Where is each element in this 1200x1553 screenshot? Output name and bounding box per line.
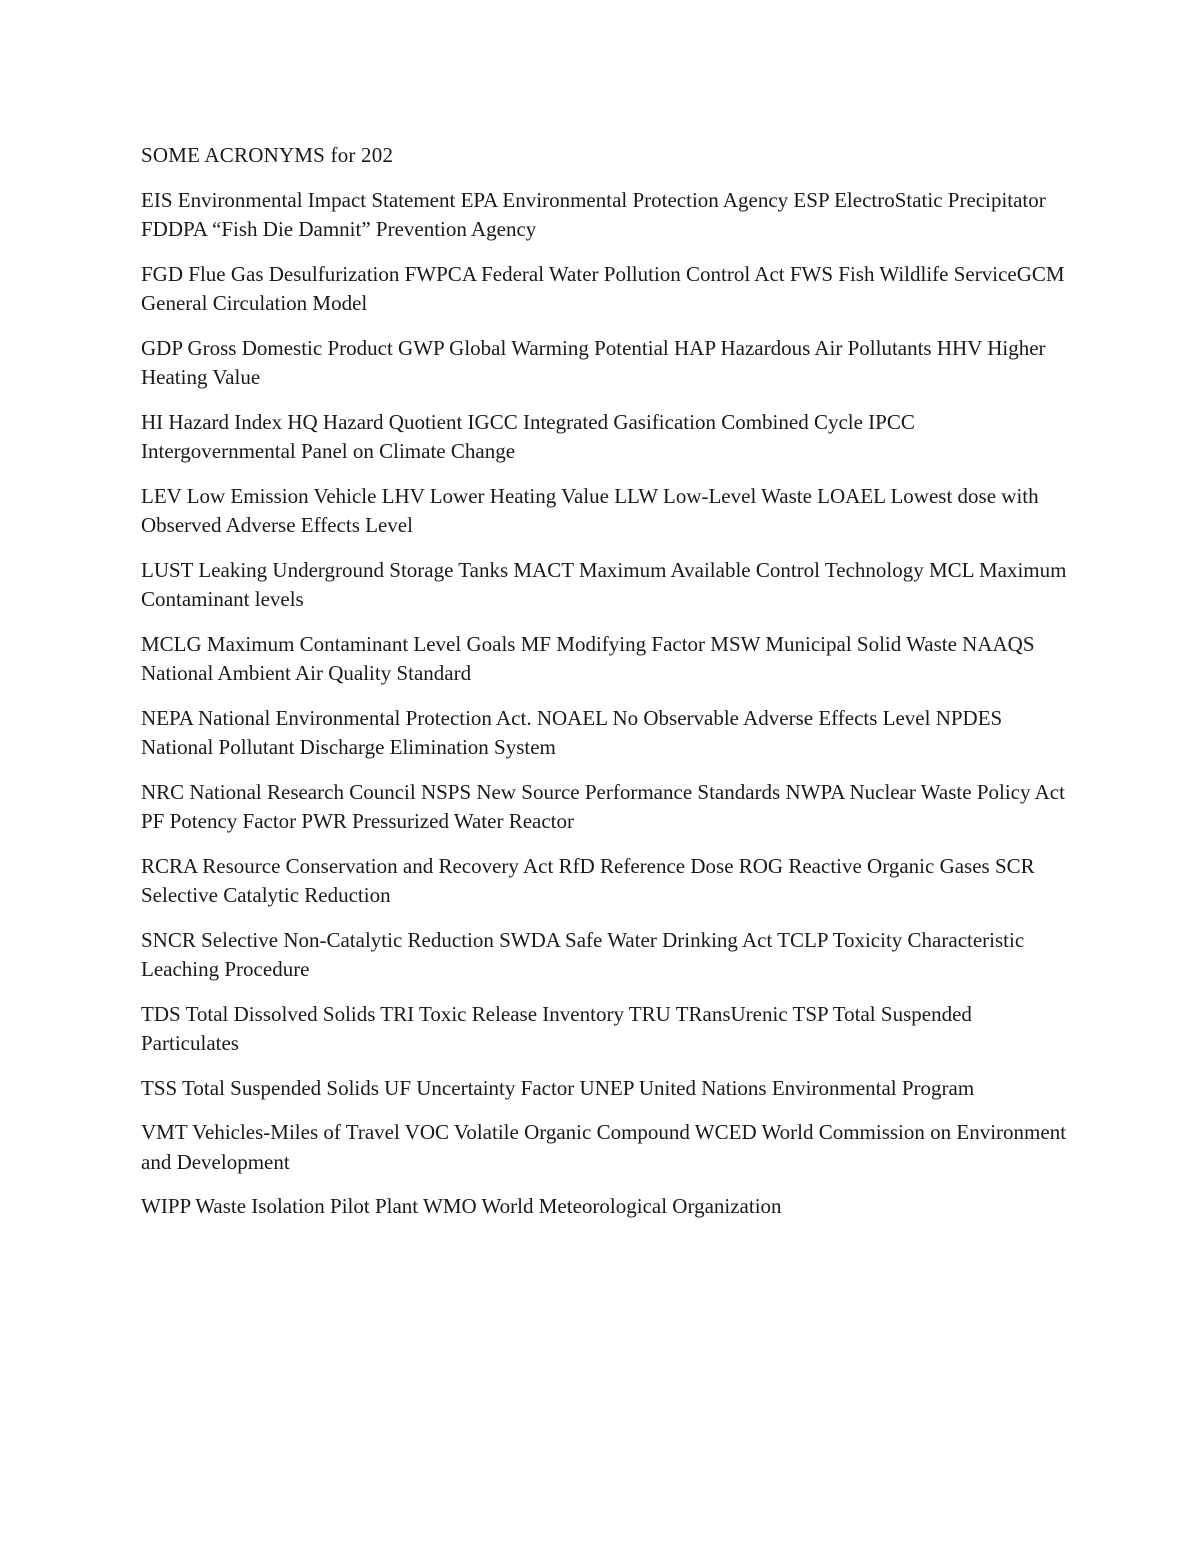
acronym-paragraph: HI Hazard Index HQ Hazard Quotient IGCC Integrated Gasification Combined Cycle IPCC Intergovernmental Panel on Climate Change (141, 409, 915, 463)
acronym-paragraph: GDP Gross Domestic Product GWP Global Warming Potential HAP Hazardous Air Pollutants HHV Higher Heating Value (141, 335, 1046, 389)
acronym-paragraph: TDS Total Dissolved Solids TRI Toxic Release Inventory TRU TRansUrenic TSP Total Suspended Particulates (141, 1001, 972, 1055)
acronym-paragraph: LUST Leaking Underground Storage Tanks MACT Maximum Available Control Technology MCL Maximum Contaminant levels (141, 557, 1067, 611)
document-body (141, 141, 1071, 1237)
acronym-paragraph: NEPA National Environmental Protection Act. NOAEL No Observable Adverse Effects Level NPDES National Pollutant Discharge Elimination System (141, 705, 1003, 759)
acronym-paragraph: VMT Vehicles-Miles of Travel VOC Volatile Organic Compound WCED World Commission on Environment and Development (141, 1120, 1067, 1174)
acronym-paragraph: WIPP Waste Isolation Pilot Plant WMO World Meteorological Organization (141, 1194, 782, 1218)
acronym-paragraph: MCLG Maximum Contaminant Level Goals MF Modifying Factor MSW Municipal Solid Waste NAAQS National Ambient Air Quality Standard (141, 631, 1035, 685)
acronym-paragraph: TSS Total Suspended Solids UF Uncertainty Factor UNEP United Nations Environmental Program (141, 1075, 975, 1100)
document-title: SOME ACRONYMS for 202 (141, 143, 394, 167)
acronym-paragraph: NRC National Research Council NSPS New Source Performance Standards NWPA Nuclear Waste Policy Act PF Potency Factor PWR Pressurized Water Reactor (141, 779, 1065, 833)
acronym-paragraph: FGD Flue Gas Desulfurization FWPCA Federal Water Pollution Control Act FWS Fish Wildlife ServiceGCM General Circulation Model (141, 261, 1065, 315)
acronym-paragraph: SNCR Selective Non-Catalytic Reduction SWDA Safe Water Drinking Act TCLP Toxicity Characteristic Leaching Procedure (141, 927, 1025, 981)
acronym-paragraph: EIS Environmental Impact Statement EPA Environmental Protection Agency ESP ElectroStatic Precipitator FDDPA “Fish Die Damnit” Prevention Agency (141, 187, 1046, 241)
acronym-paragraph: LEV Low Emission Vehicle LHV Lower Heating Value LLW Low-Level Waste LOAEL Lowest dose with Observed Adverse Effects Level (141, 483, 1039, 537)
acronym-paragraph: RCRA Resource Conservation and Recovery Act RfD Reference Dose ROG Reactive Organic Gases SCR Selective Catalytic Reduction (141, 853, 1035, 907)
